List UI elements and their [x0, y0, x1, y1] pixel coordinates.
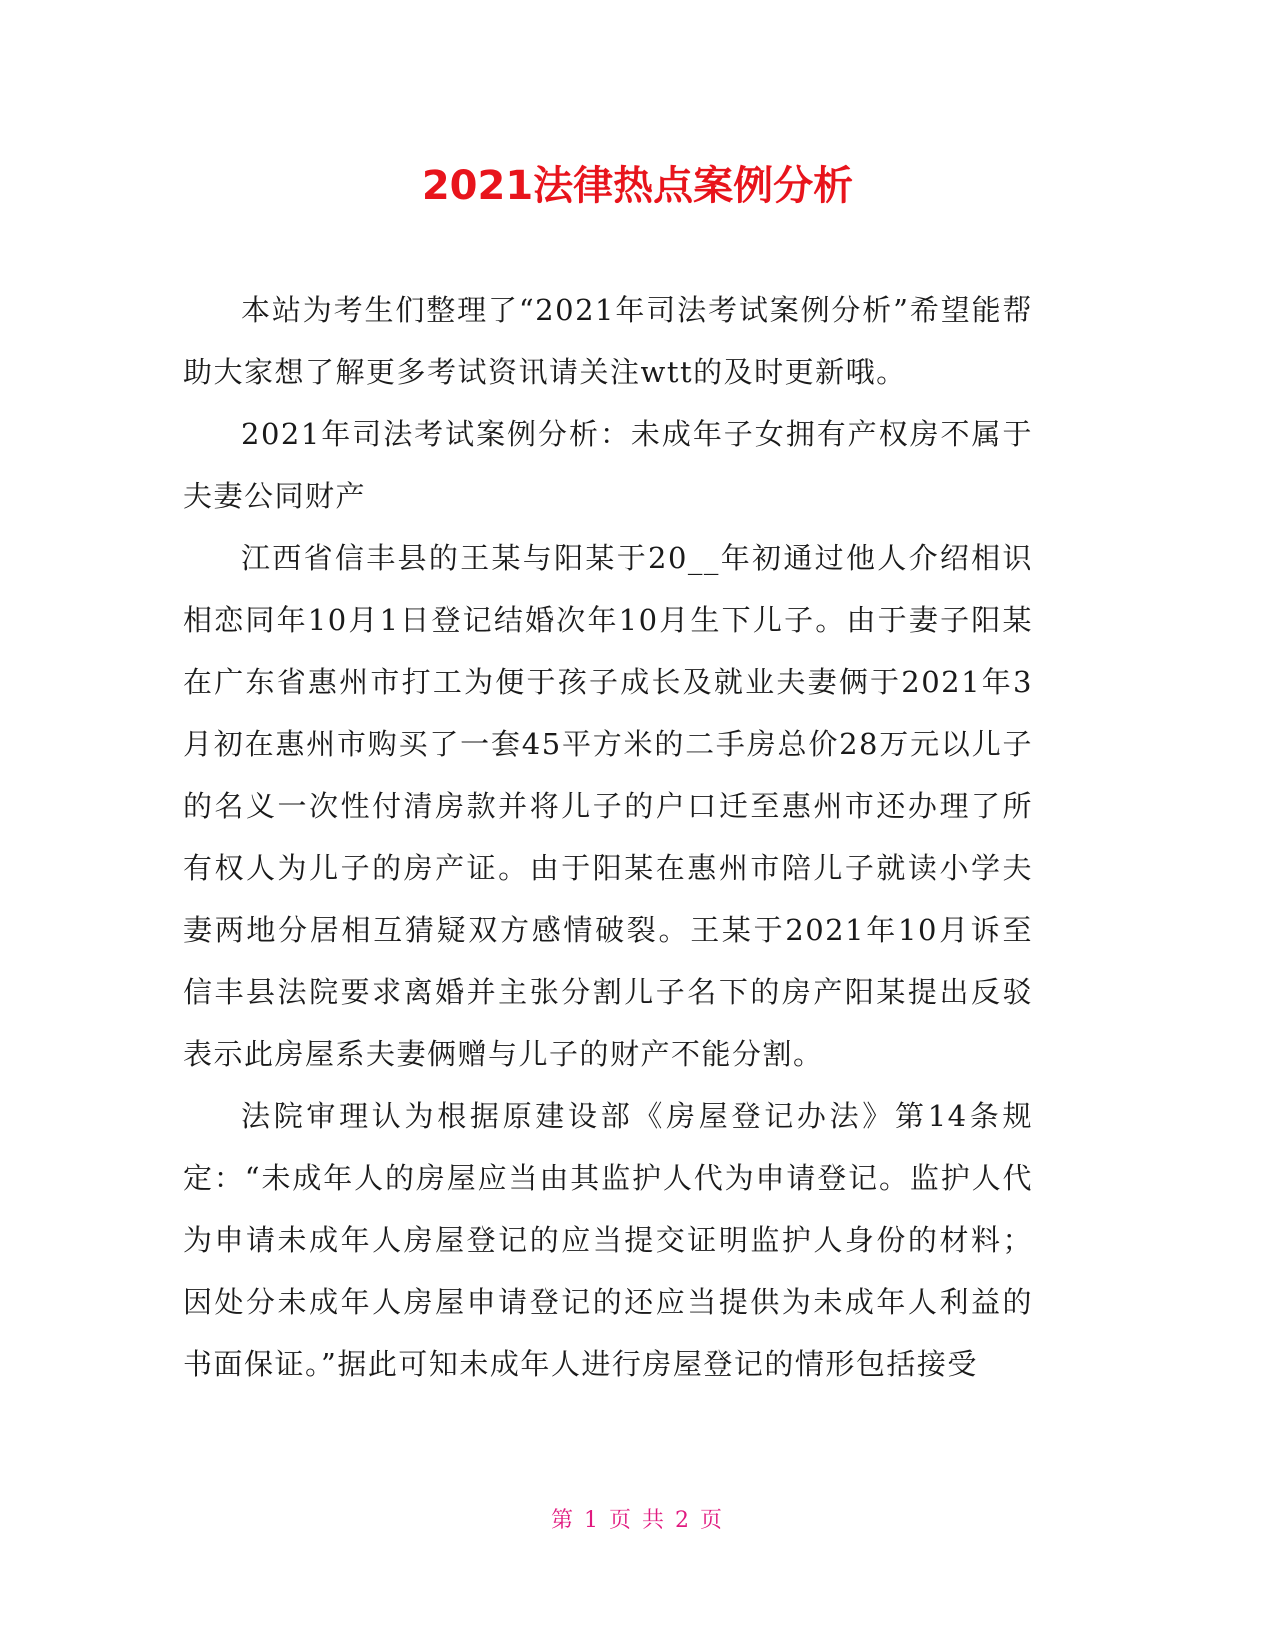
- document-title: 2021法律热点案例分析: [421, 163, 854, 209]
- paragraph-intro: 本站为考生们整理了“2021年司法考试案例分析”希望能帮助大家想了解更多考试资讯请关注wtt的及时更新哦。: [183, 293, 1033, 389]
- paragraph-case-heading: 2021年司法考试案例分析：未成年子女拥有产权房不属于夫妻公同财产: [183, 417, 1033, 513]
- document-body: [183, 279, 1033, 1395]
- page-number-footer: 第 1 页 共 2 页: [551, 1508, 724, 1533]
- paragraph-case-facts: 江西省信丰县的王某与阳某于20__年初通过他人介绍相识相恋同年10月1日登记结婚次年10月生下儿子。由于妻子阳某在广东省惠州市打工为便于孩子成长及就业夫妻俩于2021年3月初在惠州市购买了一套45平方米的二手房总价28万元以儿子的名义一次性付清房款并将儿子的户口迁至惠州市还办理了所有权人为儿子的房产证。由于阳某在惠州市陪儿子就读小学夫妻两地分居相互猜疑双方感情破裂。王某于2021年10月诉至信丰县法院要求离婚并主张分割儿子名下的房产阳某提出反驳表示此房屋系夫妻俩赠与儿子的财产不能分割。: [183, 541, 1033, 1071]
- paragraph-court-ruling: 法院审理认为根据原建设部《房屋登记办法》第14条规定：“未成年人的房屋应当由其监护人代为申请登记。监护人代为申请未成年人房屋登记的应当提交证明监护人身份的材料；因处分未成年人房屋申请登记的还应当提供为未成年人利益的书面保证。”据此可知未成年人进行房屋登记的情形包括接受: [183, 1099, 1033, 1381]
